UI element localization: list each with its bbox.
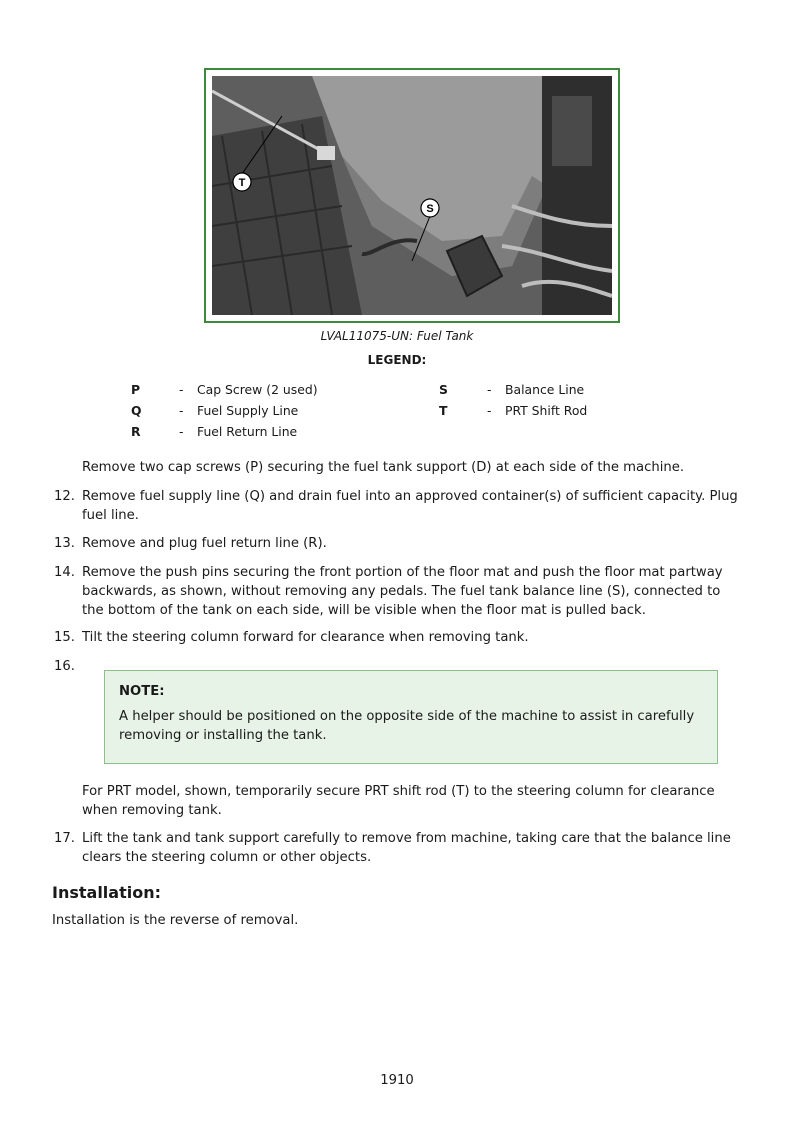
legend-key: S xyxy=(439,382,448,397)
legend-desc: Fuel Return Line xyxy=(197,424,298,439)
figure-caption: LVAL11075-UN: Fuel Tank xyxy=(320,329,474,343)
legend-dash: - xyxy=(487,382,492,397)
step-16-number: 16. xyxy=(54,659,75,674)
callout-t: T xyxy=(238,177,246,189)
legend-key: P xyxy=(131,382,141,397)
legend-key: R xyxy=(131,424,141,439)
legend-dash: - xyxy=(179,424,184,439)
step-14-text: Remove the push pins securing the front portion of the floor mat and push the floor mat partway backwards, as shown, without removing any pedals. The fuel tank balance line (S), connected to the bottom of the tank on each side, will be visible when the floor mat is pulled back. xyxy=(82,565,723,618)
legend-dash: - xyxy=(179,403,184,418)
step-17-text: Lift the tank and tank support carefully to remove from machine, taking care that the balance line clears the steering column or other objects. xyxy=(82,831,731,865)
legend-desc: PRT Shift Rod xyxy=(505,403,588,418)
page-number: 1910 xyxy=(380,1073,414,1088)
legend-desc: Cap Screw (2 used) xyxy=(197,382,318,397)
legend-title: LEGEND: xyxy=(367,353,427,367)
fuel-tank-photo xyxy=(212,76,612,315)
legend-key: Q xyxy=(131,403,142,418)
step-16-text: For PRT model, shown, temporarily secure PRT shift rod (T) to the steering column for clearance when removing tank. xyxy=(82,784,715,818)
step-14-number: 14. xyxy=(54,565,75,580)
legend-dash: - xyxy=(179,382,184,397)
installation-heading: Installation: xyxy=(52,883,161,902)
installation-text: Installation is the reverse of removal. xyxy=(52,913,299,928)
step-13-number: 13. xyxy=(54,536,75,551)
callout-s: S xyxy=(426,203,434,215)
step-12-text: Remove fuel supply line (Q) and drain fuel into an approved container(s) of sufficient capacity. Plug fuel line. xyxy=(82,489,738,523)
step-11-text: Remove two cap screws (P) securing the fuel tank support (D) at each side of the machine. xyxy=(82,460,685,475)
step-13-text: Remove and plug fuel return line (R). xyxy=(82,536,327,551)
legend-desc: Fuel Supply Line xyxy=(197,403,299,418)
step-15-number: 15. xyxy=(54,630,75,645)
step-17-number: 17. xyxy=(54,831,75,846)
note-body: A helper should be positioned on the opposite side of the machine to assist in carefully removing or installing the tank. xyxy=(119,709,695,743)
step-12-number: 12. xyxy=(54,489,75,504)
step-15-text: Tilt the steering column forward for clearance when removing tank. xyxy=(82,630,529,645)
legend-dash: - xyxy=(487,403,492,418)
legend-key: T xyxy=(439,403,448,418)
legend-desc: Balance Line xyxy=(505,382,585,397)
note-box xyxy=(104,670,718,764)
note-title: NOTE: xyxy=(119,684,165,699)
fuel-tank-figure xyxy=(204,68,620,323)
